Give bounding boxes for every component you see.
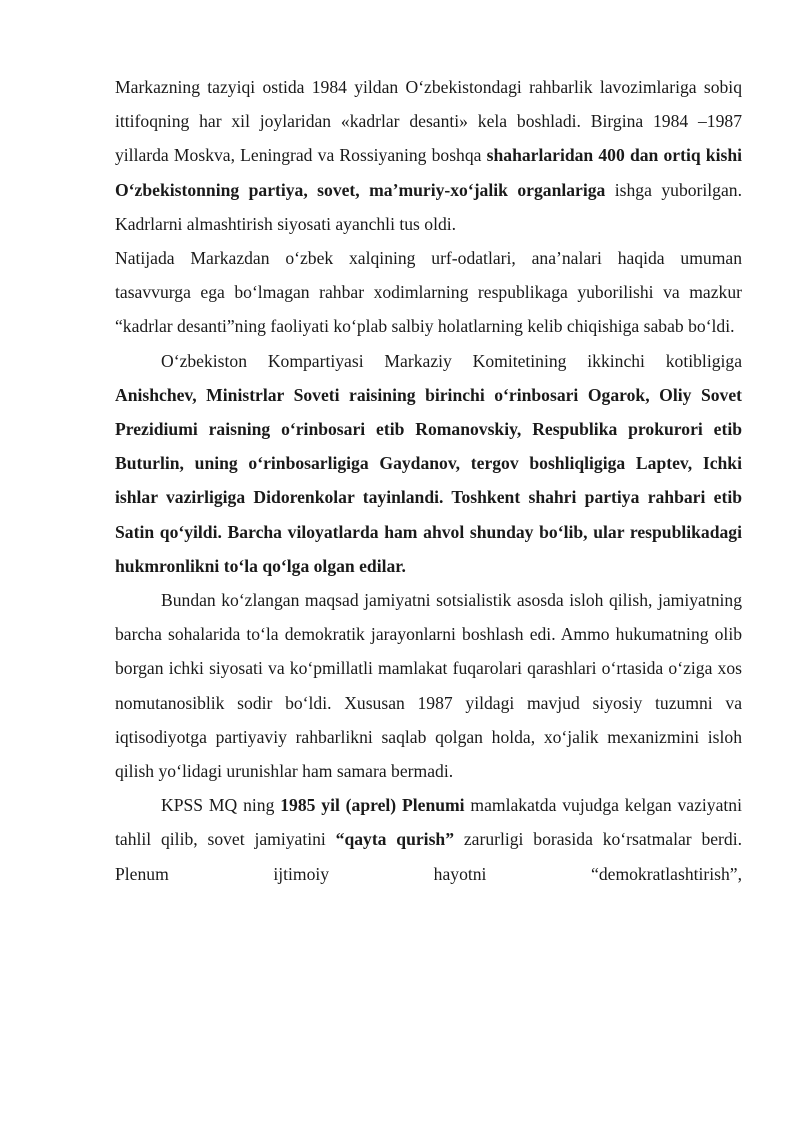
text-segment: Bundan ko‘zlangan maqsad jamiyatni sotsialistik asosda isloh qilish, jamiyatning barcha sohalarida to‘la demokratik jarayonlarni boshlash edi. Ammo hukumatning olib borgan ichki siyosati va ko‘pmillatli mamlakat fuqarolari qarashlari o‘rtasida o‘ziga xos nomutanosiblik sodir bo‘ldi. Xususan 1987 yildagi mavjud siyosiy tuzumni va iqtisodiyotga partiyaviy rahbarlikni saqlab qolgan holda, xo‘jalik mexanizmini isloh qilish yo‘lidagi urunishlar ham samara bermadi. xyxy=(115,590,742,782)
text-segment: mamlakatda vujudga kelgan vaziyatni tahlil qilib, sovet jamiyatini xyxy=(115,795,742,850)
bold-text-segment: Anishchev, Ministrlar Soveti raisining birinchi o‘rinbosari Ogarok, Oliy Sovet Prezidiumi raisning o‘rinbosari etib Romanovskiy, Respublika prokurori etib Buturlin, uning o‘rinbosarligiga Gaydanov, tergov boshliqligiga Laptev, Ichki ishlar vazirligiga Didorenkolar tayinlandi. Toshkent shahri partiya rahbari etib Satin qo‘yildi. Barcha viloyatlarda ham ahvol shunday bo‘lib, ular respublikadagi hukmronlikni to‘la qo‘lga olgan edilar. xyxy=(115,384,742,576)
text-segment: O‘zbekiston Kompartiyasi Markaziy Komitetining ikkinchi kotibligiga xyxy=(161,350,742,371)
bold-text-segment: “qayta qurish” xyxy=(335,829,455,850)
bold-text-segment: 1985 yil (aprel) Plenumi xyxy=(280,795,465,816)
text-segment: Natijada Markazdan o‘zbek xalqining urf-odatlari, ana’nalari haqida umuman tasavvurga ega bo‘lmagan rahbar xodimlarning respublikaga yuborilishi va mazkur “kadrlar desanti”ning faoliyati ko‘plab salbiy holatlarning kelib chiqishiga sabab bo‘ldi. xyxy=(115,248,742,337)
document-page xyxy=(115,70,742,891)
paragraph-maqsad xyxy=(115,583,742,788)
bold-text-segment: shaharlaridan 400 dan ortiq kishi O‘zbekistonning partiya, sovet, ma’muriy-xo‘jalik organlariga xyxy=(115,145,743,200)
text-segment: ishga yuborilgan. Kadrlarni almashtirish siyosati ayanchli tus oldi. xyxy=(115,179,742,234)
text-segment: KPSS MQ ning xyxy=(161,795,281,816)
paragraph-appointments xyxy=(115,344,742,583)
paragraph-natijada xyxy=(115,241,742,344)
paragraph-kadrlar-desanti xyxy=(115,70,742,241)
paragraph-plenum xyxy=(115,788,742,891)
text-segment: zarurligi borasida ko‘rsatmalar berdi. Plenum ijtimoiy hayotni “demokratlashtirish”, xyxy=(115,829,743,884)
text-segment: Markazning tazyiqi ostida 1984 yildan O‘zbekistondagi rahbarlik lavozimlariga sobiq ittifoqning har xil joylaridan «kadrlar desanti» kela boshladi. Birgina 1984 –1987 yillarda Moskva, Leningrad va Rossiyaning boshqa xyxy=(115,77,742,166)
